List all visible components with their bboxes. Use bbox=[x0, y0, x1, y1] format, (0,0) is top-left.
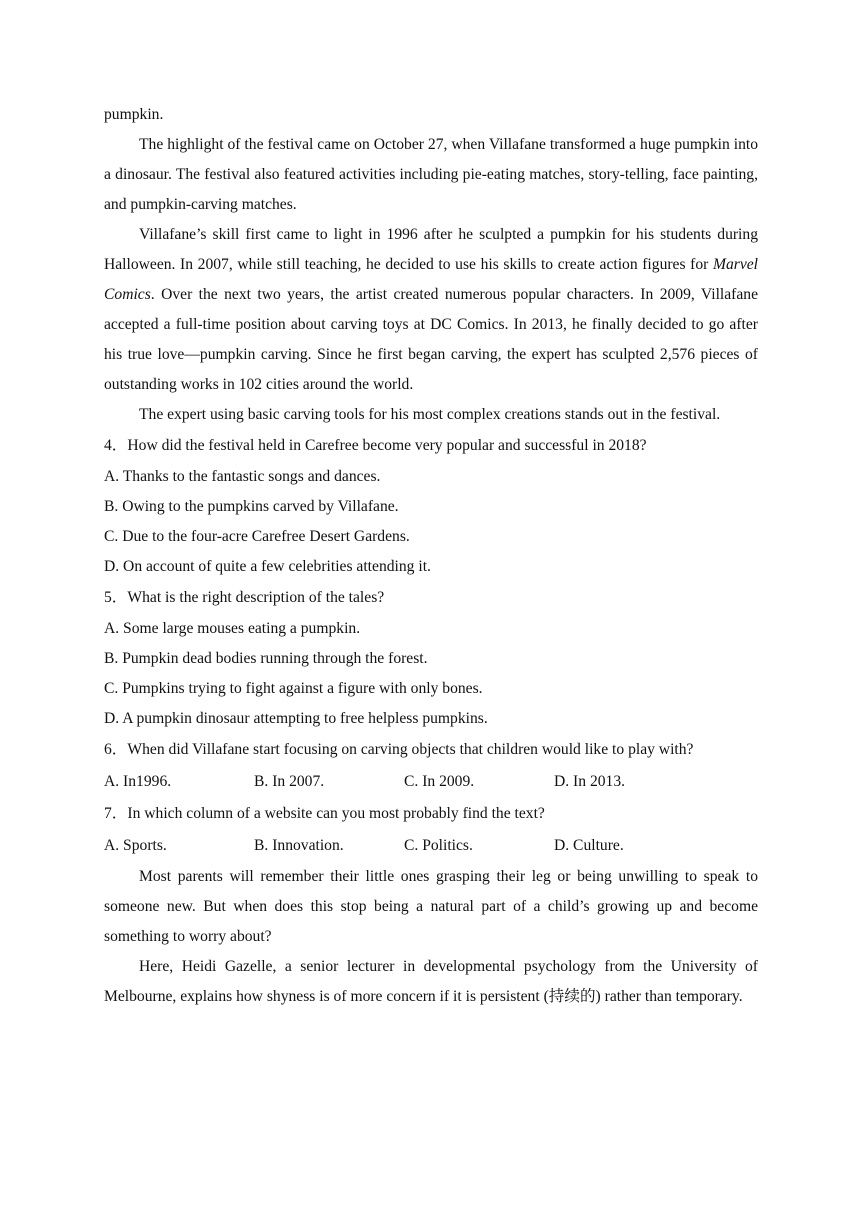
question-7-option-d: D. Culture. bbox=[554, 837, 624, 854]
villafane-text-1: Villafane’s skill first came to light in 1996 after he sculpted a pumpkin for his students during Halloween. In 2007, while still teaching, he decided to use his skills to create action figures for bbox=[104, 226, 758, 273]
question-5-stem: 5．What is the right description of the tales? bbox=[104, 589, 385, 606]
question-7-option-c: C. Politics. bbox=[404, 837, 473, 854]
question-4-option-d: D. On account of quite a few celebrities attending it. bbox=[104, 558, 431, 575]
paragraph-shyness-intro: Most parents will remember their little ones grasping their leg or being unwilling to speak to someone new. But when does this stop being a natural part of a child’s growing up and become something to worry about? bbox=[104, 868, 758, 945]
villafane-text-2: . Over the next two years, the artist created numerous popular characters. In 2009, Villafane accepted a full-time position about carving toys at DC Comics. In 2013, he finally decided to go after his true love—pumpkin carving. Since he first began carving, the expert has sculpted 2,576 pieces of outstanding works in 102 cities around the world. bbox=[104, 286, 758, 393]
question-6-option-a: A. In1996. bbox=[104, 773, 172, 790]
question-6-option-b: B. In 2007. bbox=[254, 773, 325, 790]
question-6-stem: 6．When did Villafane start focusing on carving objects that children would like to play with? bbox=[104, 741, 694, 758]
question-7-options bbox=[104, 830, 758, 862]
paragraph-continuation: pumpkin. bbox=[104, 106, 164, 123]
question-4-option-b: B. Owing to the pumpkins carved by Villafane. bbox=[104, 498, 399, 515]
question-6-option-c: C. In 2009. bbox=[404, 773, 475, 790]
question-4-option-c: C. Due to the four-acre Carefree Desert Gardens. bbox=[104, 528, 410, 545]
question-4-option-a: A. Thanks to the fantastic songs and dances. bbox=[104, 468, 381, 485]
paragraph-heidi-gazelle: Here, Heidi Gazelle, a senior lecturer in developmental psychology from the University of Melbourne, explains how shyness is of more concern if it is persistent (持续的) rather than temporary. bbox=[104, 958, 758, 1005]
question-4-stem: 4．How did the festival held in Carefree become very popular and successful in 2018? bbox=[104, 437, 647, 454]
document-body bbox=[104, 100, 758, 1012]
question-6-options bbox=[104, 766, 758, 798]
question-6-option-d: D. In 2013. bbox=[554, 773, 626, 790]
question-7-stem: 7．In which column of a website can you most probably find the text? bbox=[104, 805, 545, 822]
question-5-option-b: B. Pumpkin dead bodies running through the forest. bbox=[104, 650, 428, 667]
question-5-option-a: A. Some large mouses eating a pumpkin. bbox=[104, 620, 361, 637]
question-5-option-d: D. A pumpkin dinosaur attempting to free helpless pumpkins. bbox=[104, 710, 488, 727]
question-7-option-b: B. Innovation. bbox=[254, 837, 344, 854]
paragraph-villafane-career bbox=[104, 220, 758, 400]
question-5-option-c: C. Pumpkins trying to fight against a figure with only bones. bbox=[104, 680, 483, 697]
paragraph-festival-highlight: The highlight of the festival came on October 27, when Villafane transformed a huge pumpkin into a dinosaur. The festival also featured activities including pie-eating matches, story-telling, face painting, and pumpkin-carving matches. bbox=[104, 136, 758, 213]
marvel-comics-italic: Marvel Comics bbox=[104, 256, 758, 303]
paragraph-expert: The expert using basic carving tools for his most complex creations stands out in the festival. bbox=[139, 406, 721, 423]
question-7-option-a: A. Sports. bbox=[104, 837, 167, 854]
